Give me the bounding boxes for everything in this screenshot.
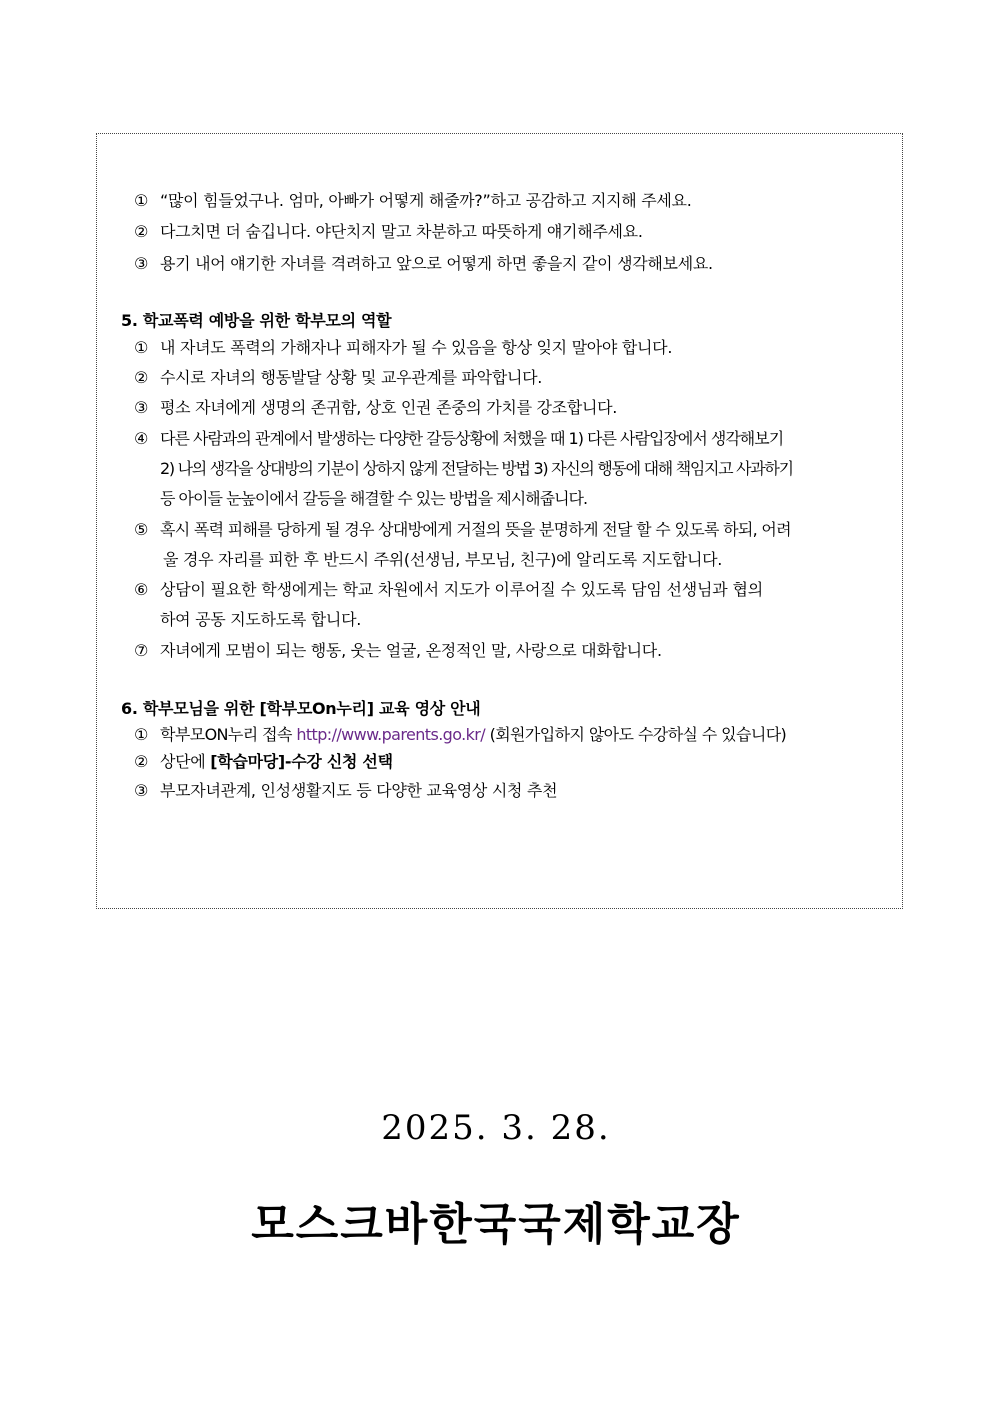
tip-item — [134, 191, 692, 211]
item-number: ④ — [134, 429, 148, 448]
item-text-bold: [학습마당]-수강 신청 선택 — [210, 752, 393, 771]
section5-item-7 — [134, 641, 662, 661]
tip-item — [134, 222, 643, 242]
section5-item-3 — [134, 398, 617, 418]
section5-item-4-line3: 등 아이들 눈높이에서 갈등을 해결할 수 있는 방법을 제시해줍니다. — [160, 489, 588, 508]
item-number: ③ — [134, 398, 149, 417]
section6-item-1 — [134, 725, 786, 745]
item-text: 수시로 자녀의 행동발달 상황 및 교우관계를 파악합니다. — [160, 368, 543, 387]
section5-item-5 — [134, 520, 791, 540]
item-text: 다른 사람과의 관계에서 발생하는 다양한 갈등상황에 처했을 때 1) 다른 사람입장에서 생각해보기 — [160, 429, 784, 448]
section5-item-4 — [134, 429, 783, 449]
tip-number: ① — [134, 191, 149, 210]
section6-heading: 6. 학부모님을 위한 [학부모On누리] 교육 영상 안내 — [121, 699, 481, 718]
item-number: ⑥ — [134, 580, 149, 599]
item-number: ③ — [134, 781, 149, 800]
section5-item-6 — [134, 580, 763, 600]
tip-number: ③ — [134, 254, 149, 273]
section5-item-1 — [134, 338, 672, 358]
section6-item-2 — [134, 752, 393, 772]
item-number: ① — [134, 725, 148, 744]
section5-heading: 5. 학교폭력 예방을 위한 학부모의 역할 — [121, 311, 392, 330]
parents-site-link[interactable]: http://www.parents.go.kr/ — [296, 725, 486, 744]
item-text-note: (회원가입하지 않아도 수강하실 수 있습니다) — [485, 725, 787, 744]
section5-item-4-line2: 2) 나의 생각을 상대방의 기분이 상하지 않게 전달하는 방법 3) 자신의 행동에 대해 책임지고 사과하기 — [160, 459, 793, 478]
item-text: 자녀에게 모범이 되는 행동, 웃는 얼굴, 온정적인 말, 사랑으로 대화합니다. — [160, 641, 662, 660]
section5-item-5-line2: 울 경우 자리를 피한 후 반드시 주위(선생님, 부모님, 친구)에 알리도록 지도합니다. — [163, 550, 723, 569]
section5-item-2 — [134, 368, 542, 388]
item-text: 혹시 폭력 피해를 당하게 될 경우 상대방에게 거절의 뜻을 분명하게 전달 할 수 있도록 하되, 어려 — [160, 520, 791, 539]
item-text: 학부모ON누리 접속 — [160, 725, 297, 744]
tip-text: “많이 힘들었구나. 엄마, 아빠가 어떻게 해줄까?”하고 공감하고 지지해 주세요. — [160, 191, 692, 210]
tip-item — [134, 254, 713, 274]
tip-text: 다그치면 더 숨깁니다. 야단치지 말고 차분하고 따뜻하게 얘기해주세요. — [160, 222, 643, 241]
item-number: ⑤ — [134, 520, 148, 539]
signer-title: 모스크바한국국제학교장 — [251, 1199, 741, 1250]
item-number: ② — [134, 752, 149, 771]
section5-item-6-line2: 하여 공동 지도하도록 합니다. — [160, 610, 362, 629]
item-text: 내 자녀도 폭력의 가해자나 피해자가 될 수 있음을 항상 잊지 말아야 합니다. — [160, 338, 673, 357]
item-text: 평소 자녀에게 생명의 존귀함, 상호 인권 존중의 가치를 강조합니다. — [160, 398, 618, 417]
item-number: ② — [134, 368, 149, 387]
item-number: ⑦ — [134, 641, 149, 660]
item-text: 상단에 — [160, 752, 211, 771]
section6-item-3 — [134, 781, 557, 801]
document-date: 2025. 3. 28. — [381, 1108, 611, 1148]
item-text: 부모자녀관계, 인성생활지도 등 다양한 교육영상 시청 추천 — [160, 781, 558, 800]
tip-number: ② — [134, 222, 149, 241]
item-text: 상담이 필요한 학생에게는 학교 차원에서 지도가 이루어질 수 있도록 담임 선생님과 협의 — [160, 580, 763, 599]
item-number: ① — [134, 338, 149, 357]
tip-text: 용기 내어 얘기한 자녀를 격려하고 앞으로 어떻게 하면 좋을지 같이 생각해보세요. — [160, 254, 713, 273]
